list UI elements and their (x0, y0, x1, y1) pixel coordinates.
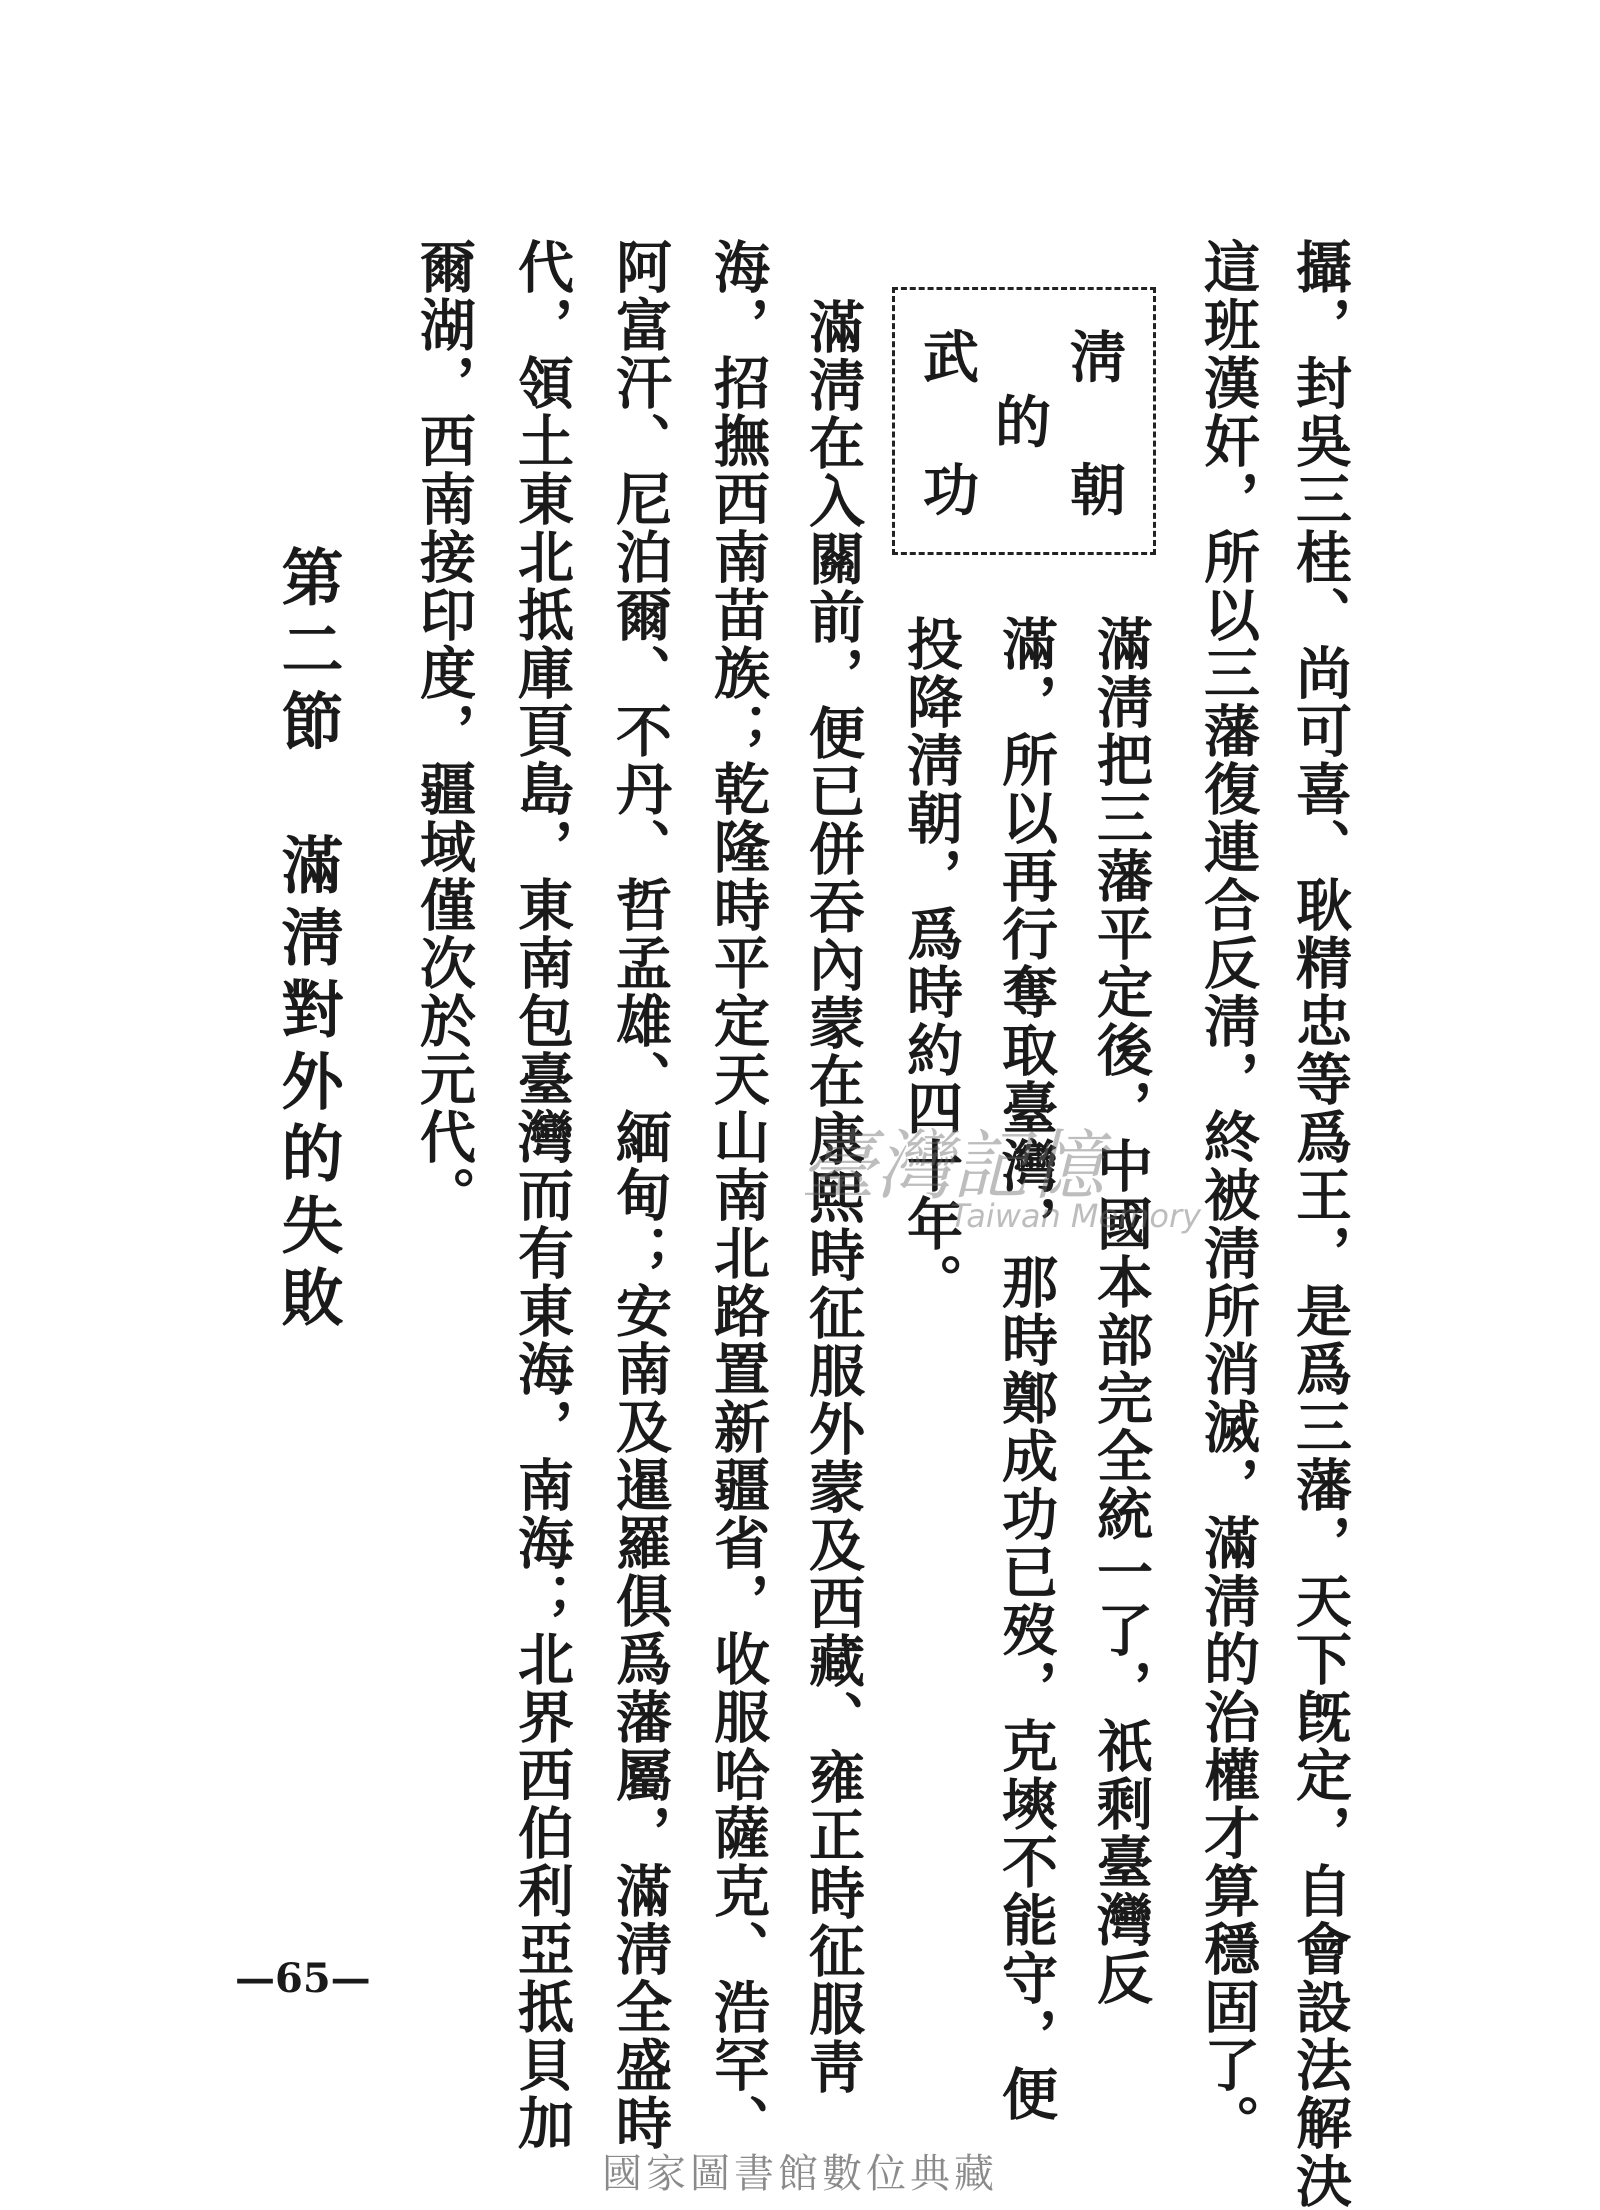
text-column-3: 滿淸把三藩平定後，中國本部完全統一了，祇剩臺灣反 (1088, 615, 1154, 2007)
text-column-6: 滿淸在入關前，便已併吞內蒙在康熙時征服外蒙及西藏、雍正時征服靑 (800, 298, 866, 2096)
side-heading-char: 武 (923, 325, 979, 391)
text-column-5: 投降淸朝，爲時約四十年。 (898, 615, 964, 1311)
watermark-logo (800, 1105, 1250, 1255)
text-column-10: 爾湖，西南接印度，疆域僅次於元代。 (411, 238, 477, 1224)
text-column-7: 海，招撫西南苗族；乾隆時平定天山南北路置新疆省，收服哈薩克、浩罕、 (705, 238, 771, 2152)
section-heading: 第二節 滿淸對外的失敗 (271, 545, 344, 1337)
text-column-4: 滿，所以再行奪取臺灣，那時鄭成功已歿，克塽不能守，便 (993, 615, 1059, 2123)
side-heading-char: 功 (923, 458, 979, 524)
text-column-8: 阿富汗、尼泊爾、不丹、哲孟雄、緬甸；安南及暹羅俱爲藩屬，滿淸全盛時 (607, 238, 673, 2152)
side-heading-box (892, 287, 1156, 555)
side-heading-char: 淸 (1070, 325, 1126, 391)
text-column-1: 攝，封吳三桂、尚可喜、耿精忠等爲王，是爲三藩，天下旣定，自會設法解決 (1287, 238, 1353, 2210)
watermark-english: Taiwan Memory (950, 1197, 1202, 1235)
side-heading-char: 朝 (1070, 458, 1126, 524)
text-column-2: 這班漢奸，所以三藩復連合反淸，終被淸所消滅，滿淸的治權才算穩固了。 (1195, 238, 1261, 2152)
side-heading-char: 的 (995, 390, 1051, 456)
page-number: —65— (235, 1955, 371, 2002)
text-column-9: 代，領土東北抵庫頁島，東南包臺灣而有東海，南海；北界西伯利亞抵貝加 (509, 238, 575, 2152)
library-footer: 國家圖書館數位典藏 (602, 2151, 998, 2197)
watermark-chinese: 臺灣記憶 (800, 1121, 1104, 1210)
